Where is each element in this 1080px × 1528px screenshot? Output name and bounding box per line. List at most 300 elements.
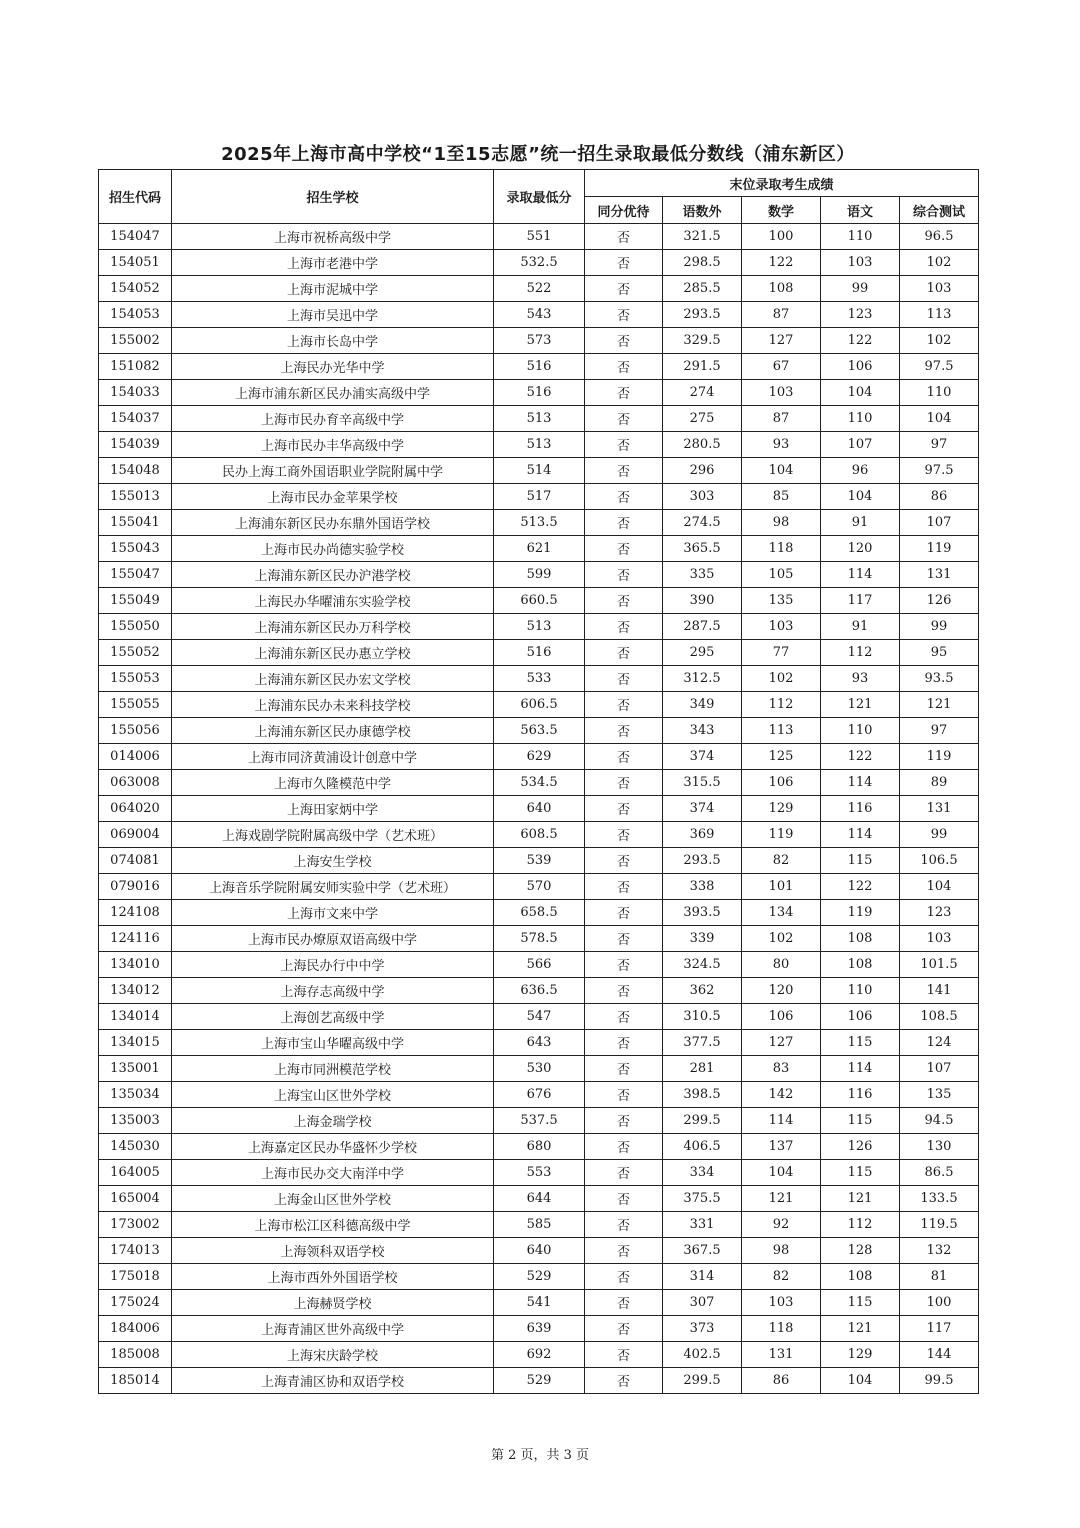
cell-min-score: 529 (494, 1368, 585, 1394)
cell-chinese: 121 (821, 692, 900, 718)
cell-priority: 否 (585, 1316, 663, 1342)
cell-school: 上海市长岛中学 (172, 328, 494, 354)
cell-school: 上海市浦东新区民办浦实高级中学 (172, 380, 494, 406)
cell-math: 125 (742, 744, 821, 770)
cell-code: 134012 (99, 978, 172, 1004)
cell-comprehensive: 130 (900, 1134, 979, 1160)
cell-school: 上海市吴迅中学 (172, 302, 494, 328)
cell-school: 上海市民办交大南洋中学 (172, 1160, 494, 1186)
table-row (99, 1316, 979, 1342)
cell-school: 上海赫贤学校 (172, 1290, 494, 1316)
cell-code: 154052 (99, 276, 172, 302)
cell-school: 上海民办华曜浦东实验学校 (172, 588, 494, 614)
cell-min-score: 513 (494, 406, 585, 432)
cell-comprehensive: 123 (900, 900, 979, 926)
cell-foreign: 373 (663, 1316, 742, 1342)
cell-code: 173002 (99, 1212, 172, 1238)
cell-math: 102 (742, 926, 821, 952)
cell-foreign: 349 (663, 692, 742, 718)
table-row (99, 1082, 979, 1108)
cell-math: 103 (742, 614, 821, 640)
cell-min-score: 608.5 (494, 822, 585, 848)
cell-math: 86 (742, 1368, 821, 1394)
cell-foreign: 324.5 (663, 952, 742, 978)
cell-school: 上海市民办金苹果学校 (172, 484, 494, 510)
cell-comprehensive: 119 (900, 744, 979, 770)
cell-school: 上海存志高级中学 (172, 978, 494, 1004)
cell-chinese: 110 (821, 224, 900, 250)
cell-comprehensive: 119.5 (900, 1212, 979, 1238)
cell-min-score: 539 (494, 848, 585, 874)
cell-school: 上海宝山区世外学校 (172, 1082, 494, 1108)
cell-priority: 否 (585, 1108, 663, 1134)
cell-priority: 否 (585, 1160, 663, 1186)
cell-math: 85 (742, 484, 821, 510)
cell-comprehensive: 104 (900, 406, 979, 432)
cell-code: 014006 (99, 744, 172, 770)
cell-priority: 否 (585, 354, 663, 380)
cell-min-score: 578.5 (494, 926, 585, 952)
cell-school: 上海市文来中学 (172, 900, 494, 926)
cell-min-score: 629 (494, 744, 585, 770)
cell-comprehensive: 117 (900, 1316, 979, 1342)
cell-math: 102 (742, 666, 821, 692)
cell-school: 上海嘉定区民办华盛怀少学校 (172, 1134, 494, 1160)
cell-priority: 否 (585, 562, 663, 588)
cell-comprehensive: 103 (900, 926, 979, 952)
table-row (99, 510, 979, 536)
cell-min-score: 516 (494, 354, 585, 380)
cell-school: 上海安生学校 (172, 848, 494, 874)
cell-priority: 否 (585, 848, 663, 874)
cell-chinese: 106 (821, 354, 900, 380)
cell-math: 129 (742, 796, 821, 822)
cell-math: 87 (742, 406, 821, 432)
cell-priority: 否 (585, 1134, 663, 1160)
cell-foreign: 321.5 (663, 224, 742, 250)
cell-min-score: 533 (494, 666, 585, 692)
cell-priority: 否 (585, 250, 663, 276)
cell-comprehensive: 108.5 (900, 1004, 979, 1030)
cell-foreign: 314 (663, 1264, 742, 1290)
cell-comprehensive: 100 (900, 1290, 979, 1316)
cell-math: 121 (742, 1186, 821, 1212)
cell-foreign: 335 (663, 562, 742, 588)
cell-comprehensive: 107 (900, 1056, 979, 1082)
cell-min-score: 541 (494, 1290, 585, 1316)
cell-priority: 否 (585, 458, 663, 484)
table-row (99, 354, 979, 380)
cell-math: 134 (742, 900, 821, 926)
header-math: 数学 (742, 197, 821, 224)
cell-priority: 否 (585, 1342, 663, 1368)
table-row (99, 692, 979, 718)
cell-comprehensive: 133.5 (900, 1186, 979, 1212)
cell-math: 131 (742, 1342, 821, 1368)
cell-priority: 否 (585, 900, 663, 926)
table-row (99, 380, 979, 406)
cell-code: 155043 (99, 536, 172, 562)
cell-chinese: 112 (821, 640, 900, 666)
cell-math: 101 (742, 874, 821, 900)
cell-min-score: 537.5 (494, 1108, 585, 1134)
cell-code: 155002 (99, 328, 172, 354)
cell-math: 119 (742, 822, 821, 848)
cell-school: 上海青浦区世外高级中学 (172, 1316, 494, 1342)
cell-chinese: 110 (821, 406, 900, 432)
cell-chinese: 114 (821, 770, 900, 796)
cell-min-score: 660.5 (494, 588, 585, 614)
table-row (99, 1108, 979, 1134)
table-row (99, 952, 979, 978)
cell-priority: 否 (585, 1030, 663, 1056)
cell-chinese: 115 (821, 1108, 900, 1134)
cell-code: 063008 (99, 770, 172, 796)
table-row (99, 588, 979, 614)
cell-comprehensive: 86 (900, 484, 979, 510)
cell-chinese: 112 (821, 1212, 900, 1238)
cell-comprehensive: 101.5 (900, 952, 979, 978)
cell-chinese: 128 (821, 1238, 900, 1264)
table-row (99, 1264, 979, 1290)
cell-priority: 否 (585, 1004, 663, 1030)
cell-code: 175018 (99, 1264, 172, 1290)
table-row (99, 1212, 979, 1238)
cell-comprehensive: 121 (900, 692, 979, 718)
cell-math: 100 (742, 224, 821, 250)
table-row (99, 1056, 979, 1082)
table-row (99, 666, 979, 692)
cell-min-score: 566 (494, 952, 585, 978)
cell-school: 上海市泥城中学 (172, 276, 494, 302)
cell-priority: 否 (585, 406, 663, 432)
cell-min-score: 570 (494, 874, 585, 900)
cell-chinese: 91 (821, 614, 900, 640)
table-row (99, 1004, 979, 1030)
cell-code: 079016 (99, 874, 172, 900)
cell-code: 154053 (99, 302, 172, 328)
cell-min-score: 522 (494, 276, 585, 302)
cell-comprehensive: 96.5 (900, 224, 979, 250)
cell-foreign: 374 (663, 796, 742, 822)
cell-chinese: 115 (821, 1160, 900, 1186)
cell-priority: 否 (585, 614, 663, 640)
cell-foreign: 299.5 (663, 1108, 742, 1134)
cell-math: 67 (742, 354, 821, 380)
header-min-score: 录取最低分 (494, 170, 585, 224)
table-row (99, 1238, 979, 1264)
cell-min-score: 680 (494, 1134, 585, 1160)
cell-code: 124116 (99, 926, 172, 952)
cell-math: 80 (742, 952, 821, 978)
cell-foreign: 406.5 (663, 1134, 742, 1160)
table-row (99, 718, 979, 744)
table-header (99, 170, 979, 224)
header-chinese: 语文 (821, 197, 900, 224)
cell-code: 185014 (99, 1368, 172, 1394)
cell-priority: 否 (585, 952, 663, 978)
cell-math: 112 (742, 692, 821, 718)
header-foreign: 语数外 (663, 197, 742, 224)
cell-school: 上海田家炳中学 (172, 796, 494, 822)
cell-comprehensive: 99 (900, 614, 979, 640)
cell-comprehensive: 97 (900, 432, 979, 458)
cell-min-score: 640 (494, 796, 585, 822)
cell-priority: 否 (585, 510, 663, 536)
cell-priority: 否 (585, 1264, 663, 1290)
cell-foreign: 312.5 (663, 666, 742, 692)
cell-foreign: 369 (663, 822, 742, 848)
cell-chinese: 116 (821, 796, 900, 822)
cell-chinese: 108 (821, 952, 900, 978)
cell-math: 82 (742, 1264, 821, 1290)
cell-min-score: 517 (494, 484, 585, 510)
cell-school: 上海浦东新区民办沪港学校 (172, 562, 494, 588)
cell-code: 134014 (99, 1004, 172, 1030)
table-row (99, 978, 979, 1004)
cell-comprehensive: 131 (900, 562, 979, 588)
cell-priority: 否 (585, 744, 663, 770)
header-school: 招生学校 (172, 170, 494, 224)
cell-school: 上海领科双语学校 (172, 1238, 494, 1264)
cell-code: 145030 (99, 1134, 172, 1160)
cell-chinese: 116 (821, 1082, 900, 1108)
cell-math: 108 (742, 276, 821, 302)
table-row (99, 432, 979, 458)
table-row (99, 1160, 979, 1186)
cell-comprehensive: 95 (900, 640, 979, 666)
cell-code: 175024 (99, 1290, 172, 1316)
cell-comprehensive: 97 (900, 718, 979, 744)
cell-code: 184006 (99, 1316, 172, 1342)
cell-comprehensive: 99 (900, 822, 979, 848)
table-row (99, 250, 979, 276)
cell-comprehensive: 144 (900, 1342, 979, 1368)
cell-school: 上海浦东新区民办惠立学校 (172, 640, 494, 666)
cell-math: 122 (742, 250, 821, 276)
cell-chinese: 104 (821, 484, 900, 510)
table-row (99, 458, 979, 484)
cell-chinese: 126 (821, 1134, 900, 1160)
cell-min-score: 621 (494, 536, 585, 562)
cell-foreign: 280.5 (663, 432, 742, 458)
page-title: 2025年上海市高中学校“1至15志愿”统一招生录取最低分数线（浦东新区） (221, 144, 855, 165)
cell-code: 174013 (99, 1238, 172, 1264)
cell-chinese: 122 (821, 744, 900, 770)
cell-code: 064020 (99, 796, 172, 822)
cell-chinese: 110 (821, 978, 900, 1004)
cell-school: 上海民办光华中学 (172, 354, 494, 380)
cell-code: 151082 (99, 354, 172, 380)
cell-min-score: 514 (494, 458, 585, 484)
cell-min-score: 644 (494, 1186, 585, 1212)
table-row (99, 406, 979, 432)
cell-min-score: 640 (494, 1238, 585, 1264)
cell-comprehensive: 93.5 (900, 666, 979, 692)
cell-min-score: 513 (494, 432, 585, 458)
table-row (99, 822, 979, 848)
cell-comprehensive: 89 (900, 770, 979, 796)
cell-math: 142 (742, 1082, 821, 1108)
cell-chinese: 106 (821, 1004, 900, 1030)
table-row (99, 874, 979, 900)
cell-math: 127 (742, 1030, 821, 1056)
cell-foreign: 295 (663, 640, 742, 666)
cell-code: 154051 (99, 250, 172, 276)
table-row (99, 536, 979, 562)
cell-math: 114 (742, 1108, 821, 1134)
cell-priority: 否 (585, 822, 663, 848)
cell-priority: 否 (585, 432, 663, 458)
admission-table (98, 169, 979, 1394)
cell-school: 上海金山区世外学校 (172, 1186, 494, 1212)
cell-school: 上海音乐学院附属安师实验中学（艺术班） (172, 874, 494, 900)
cell-min-score: 551 (494, 224, 585, 250)
cell-school: 上海市同洲模范学校 (172, 1056, 494, 1082)
cell-school: 上海戏剧学院附属高级中学（艺术班） (172, 822, 494, 848)
cell-priority: 否 (585, 666, 663, 692)
cell-priority: 否 (585, 1290, 663, 1316)
cell-school: 上海市祝桥高级中学 (172, 224, 494, 250)
cell-math: 83 (742, 1056, 821, 1082)
cell-foreign: 287.5 (663, 614, 742, 640)
table-row (99, 302, 979, 328)
cell-comprehensive: 102 (900, 250, 979, 276)
table-row (99, 276, 979, 302)
cell-chinese: 114 (821, 1056, 900, 1082)
cell-priority: 否 (585, 328, 663, 354)
table-row (99, 562, 979, 588)
cell-school: 上海市民办育辛高级中学 (172, 406, 494, 432)
cell-priority: 否 (585, 692, 663, 718)
cell-code: 155053 (99, 666, 172, 692)
cell-foreign: 296 (663, 458, 742, 484)
cell-min-score: 513 (494, 614, 585, 640)
cell-foreign: 298.5 (663, 250, 742, 276)
cell-comprehensive: 135 (900, 1082, 979, 1108)
cell-comprehensive: 126 (900, 588, 979, 614)
cell-priority: 否 (585, 874, 663, 900)
cell-math: 106 (742, 770, 821, 796)
cell-school: 上海市民办丰华高级中学 (172, 432, 494, 458)
cell-school: 上海市西外外国语学校 (172, 1264, 494, 1290)
cell-code: 164005 (99, 1160, 172, 1186)
cell-chinese: 121 (821, 1186, 900, 1212)
cell-chinese: 104 (821, 380, 900, 406)
table-row (99, 614, 979, 640)
cell-comprehensive: 97.5 (900, 354, 979, 380)
cell-chinese: 114 (821, 822, 900, 848)
cell-comprehensive: 86.5 (900, 1160, 979, 1186)
cell-min-score: 639 (494, 1316, 585, 1342)
cell-comprehensive: 119 (900, 536, 979, 562)
cell-math: 127 (742, 328, 821, 354)
cell-code: 155055 (99, 692, 172, 718)
cell-priority: 否 (585, 588, 663, 614)
cell-comprehensive: 131 (900, 796, 979, 822)
header-code: 招生代码 (99, 170, 172, 224)
cell-math: 93 (742, 432, 821, 458)
table-row (99, 1342, 979, 1368)
cell-code: 134010 (99, 952, 172, 978)
cell-foreign: 375.5 (663, 1186, 742, 1212)
cell-chinese: 107 (821, 432, 900, 458)
cell-comprehensive: 124 (900, 1030, 979, 1056)
table-row (99, 744, 979, 770)
cell-foreign: 299.5 (663, 1368, 742, 1394)
cell-school: 上海市民办燎原双语高级中学 (172, 926, 494, 952)
cell-school: 上海浦东新区民办康德学校 (172, 718, 494, 744)
cell-math: 104 (742, 1160, 821, 1186)
cell-priority: 否 (585, 224, 663, 250)
cell-code: 134015 (99, 1030, 172, 1056)
cell-min-score: 599 (494, 562, 585, 588)
cell-min-score: 534.5 (494, 770, 585, 796)
cell-min-score: 513.5 (494, 510, 585, 536)
cell-chinese: 117 (821, 588, 900, 614)
cell-comprehensive: 97.5 (900, 458, 979, 484)
cell-chinese: 129 (821, 1342, 900, 1368)
cell-chinese: 103 (821, 250, 900, 276)
cell-math: 87 (742, 302, 821, 328)
table-row (99, 900, 979, 926)
cell-priority: 否 (585, 536, 663, 562)
cell-priority: 否 (585, 380, 663, 406)
cell-min-score: 530 (494, 1056, 585, 1082)
cell-min-score: 606.5 (494, 692, 585, 718)
table-row (99, 926, 979, 952)
cell-priority: 否 (585, 302, 663, 328)
table-row (99, 1290, 979, 1316)
cell-chinese: 120 (821, 536, 900, 562)
cell-min-score: 516 (494, 640, 585, 666)
cell-chinese: 115 (821, 848, 900, 874)
cell-foreign: 329.5 (663, 328, 742, 354)
cell-min-score: 516 (494, 380, 585, 406)
cell-foreign: 402.5 (663, 1342, 742, 1368)
cell-code: 154033 (99, 380, 172, 406)
cell-math: 104 (742, 458, 821, 484)
cell-foreign: 377.5 (663, 1030, 742, 1056)
cell-code: 154047 (99, 224, 172, 250)
cell-code: 124108 (99, 900, 172, 926)
cell-math: 118 (742, 1316, 821, 1342)
cell-chinese: 115 (821, 1030, 900, 1056)
cell-priority: 否 (585, 770, 663, 796)
cell-chinese: 122 (821, 874, 900, 900)
cell-comprehensive: 110 (900, 380, 979, 406)
cell-code: 154037 (99, 406, 172, 432)
cell-school: 上海金瑞学校 (172, 1108, 494, 1134)
cell-priority: 否 (585, 796, 663, 822)
cell-foreign: 307 (663, 1290, 742, 1316)
cell-priority: 否 (585, 926, 663, 952)
cell-foreign: 274.5 (663, 510, 742, 536)
cell-school: 上海宋庆龄学校 (172, 1342, 494, 1368)
cell-min-score: 543 (494, 302, 585, 328)
cell-code: 074081 (99, 848, 172, 874)
cell-priority: 否 (585, 1238, 663, 1264)
cell-school: 上海市松江区科德高级中学 (172, 1212, 494, 1238)
cell-min-score: 532.5 (494, 250, 585, 276)
cell-math: 105 (742, 562, 821, 588)
cell-priority: 否 (585, 978, 663, 1004)
header-comprehensive: 综合测试 (900, 197, 979, 224)
table-row (99, 848, 979, 874)
cell-foreign: 275 (663, 406, 742, 432)
cell-chinese: 123 (821, 302, 900, 328)
cell-comprehensive: 102 (900, 328, 979, 354)
